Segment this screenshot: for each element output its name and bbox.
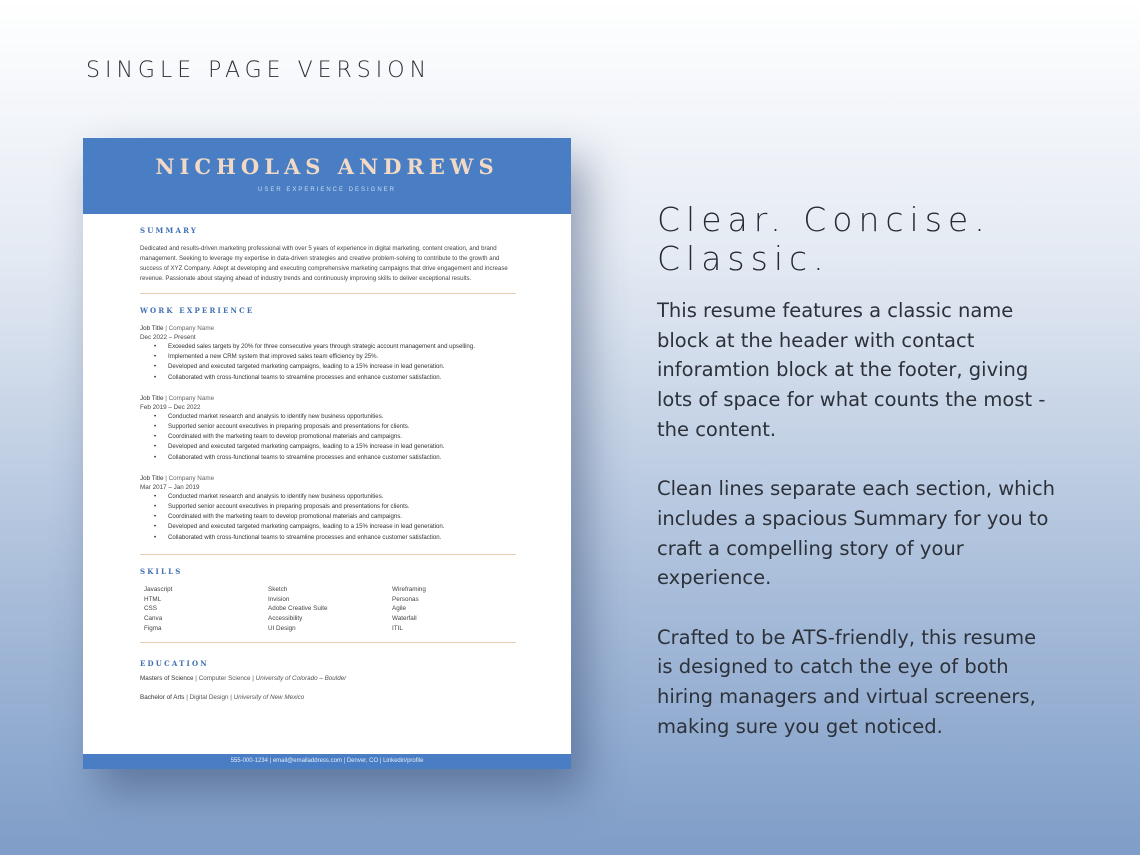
work-experience-heading: WORK EXPERIENCE	[140, 306, 255, 315]
job-bullet: • Collaborated with cross-functional teams to streamline processes and enhance customer satisfaction.	[154, 373, 516, 383]
job-entry	[140, 324, 516, 383]
skill-item: HTML	[144, 595, 162, 603]
resume-role: USER EXPERIENCE DESIGNER	[257, 187, 397, 193]
resume-name: NICHOLAS ANDREWS	[155, 154, 499, 179]
job-bullet: • Collaborated with cross-functional teams to streamline processes and enhance customer satisfaction.	[154, 533, 516, 543]
job-title: Job Title	[140, 394, 164, 402]
job-entry	[140, 394, 516, 463]
job-title-line	[140, 474, 516, 483]
job-dates: Feb 2019 – Dec 2022	[140, 403, 201, 411]
skill-item: Canva	[144, 615, 163, 623]
skill-item: CSS	[144, 605, 157, 613]
education-entry	[140, 693, 516, 702]
job-bullet: • Supported senior account executives in preparing proposals and presentations for clients.	[154, 422, 516, 432]
summary-heading: SUMMARY	[140, 226, 199, 235]
job-bullet: • Supported senior account executives in preparing proposals and presentations for clients.	[154, 502, 516, 512]
job-title: Job Title	[140, 474, 164, 482]
skill-item: Adobe Creative Suite	[268, 605, 328, 613]
job-bullet: • Implemented a new CRM system that improved sales team efficiency by 25%.	[154, 352, 516, 362]
school-name: University of New Mexico	[233, 693, 305, 701]
job-title-line	[140, 394, 516, 403]
job-entry	[140, 474, 516, 543]
job-bullets	[154, 412, 516, 463]
skills-column	[268, 585, 392, 634]
skill-item: Sketch	[268, 585, 288, 593]
summary-text: Dedicated and results-driven marketing professional with over 5 years of experience in digital marketing, content creation, and brand management. Seeking to leverage my expertise in data-driven strategies and creative problem-solving to contribute to the growth and success of XYZ Company. Adept at developing and executing comprehensive marketing campaigns that drive engagement and increase revenue. Passionate about staying ahead of industry trends and continuously improving skills to deliver exceptional results.	[140, 245, 508, 282]
job-bullet: • Developed and executed targeted marketing campaigns, leading to a 15% increase in lead generation.	[154, 362, 516, 372]
section-divider	[140, 642, 516, 643]
job-dates: Mar 2017 – Jan 2019	[140, 483, 200, 491]
section-divider	[140, 293, 516, 294]
skills-column	[144, 585, 268, 634]
job-bullet: • Conducted market research and analysis to identify new business opportunities.	[154, 492, 516, 502]
resume-sheet	[83, 138, 571, 769]
skill-item: Accessibility	[268, 615, 303, 623]
education-separator: |	[252, 674, 254, 682]
field-of-study: Digital Design	[189, 693, 229, 701]
job-bullet: • Coordinated with the marketing team to develop promotional materials and campaigns.	[154, 432, 516, 442]
field-of-study: Computer Science	[198, 674, 251, 682]
skills-heading: SKILLS	[140, 566, 183, 576]
job-bullet: • Collaborated with cross-functional teams to streamline processes and enhance customer satisfaction.	[154, 453, 516, 463]
job-bullets	[154, 492, 516, 543]
skill-item: Javascript	[144, 585, 173, 593]
job-title: Job Title	[140, 325, 164, 332]
job-separator: |	[165, 394, 167, 402]
school-name: University of Colorado – Boulder	[255, 674, 347, 682]
job-bullets	[154, 342, 516, 383]
marketing-paragraph: Crafted to be ATS-friendly, this resume is designed to catch the eye of both hiring managers and virtual screeners, making sure you get noticed.	[657, 625, 1037, 738]
company-name: Company Name	[168, 325, 215, 332]
marketing-paragraph: This resume features a classic name block at the header with contact inforamtion block at the footer, giving lots of space for what counts the most - the content.	[657, 299, 1046, 441]
skill-item: Waterfall	[392, 615, 417, 623]
education-heading: EDUCATION	[140, 658, 209, 668]
education-separator: |	[186, 693, 188, 701]
job-bullet: • Developed and executed targeted marketing campaigns, leading to a 15% increase in lead generation.	[154, 522, 516, 532]
section-divider	[140, 554, 516, 555]
job-separator: |	[165, 474, 167, 482]
education-entry	[140, 674, 516, 683]
marketing-copy	[657, 296, 1057, 771]
skill-item: Figma	[144, 625, 162, 633]
job-bullet: • Exceeded sales targets by 20% for three consecutive years through strategic account management and upselling.	[154, 342, 516, 352]
education-separator: |	[230, 693, 232, 701]
resume-header	[83, 138, 571, 214]
job-bullet: • Developed and executed targeted marketing campaigns, leading to a 15% increase in lead generation.	[154, 442, 516, 452]
skill-item: ITIL	[392, 625, 403, 633]
job-bullet: • Coordinated with the marketing team to develop promotional materials and campaigns.	[154, 512, 516, 522]
job-dates: Dec 2022 – Present	[140, 334, 196, 341]
resume-body	[83, 214, 571, 702]
job-separator: |	[165, 325, 167, 332]
company-name: Company Name	[168, 474, 215, 482]
skill-item: Personas	[392, 595, 419, 603]
company-name: Company Name	[168, 394, 215, 402]
degree: Masters of Science	[140, 674, 194, 682]
skills-column	[392, 585, 516, 634]
skill-item: Wireframing	[392, 585, 426, 593]
marketing-paragraph: Clean lines separate each section, which includes a spacious Summary for you to craft a compelling story of your experience.	[657, 477, 1056, 590]
skill-item: Agile	[392, 605, 407, 613]
skills-grid	[140, 585, 516, 634]
education-separator: |	[195, 674, 197, 682]
skill-item: UI Design	[268, 625, 296, 633]
page-top-label: SINGLE PAGE VERSION	[86, 58, 432, 83]
job-bullet: • Conducted market research and analysis to identify new business opportunities.	[154, 412, 516, 422]
degree: Bachelor of Arts	[140, 693, 185, 701]
skill-item: Invision	[268, 595, 290, 603]
job-title-line	[140, 324, 516, 333]
marketing-heading: Clear. Concise. Classic.	[657, 200, 991, 278]
resume-contact-footer: 555-000-1234 | email@emailaddress.com | Denver, CO | Linkedin/profile	[83, 754, 571, 769]
